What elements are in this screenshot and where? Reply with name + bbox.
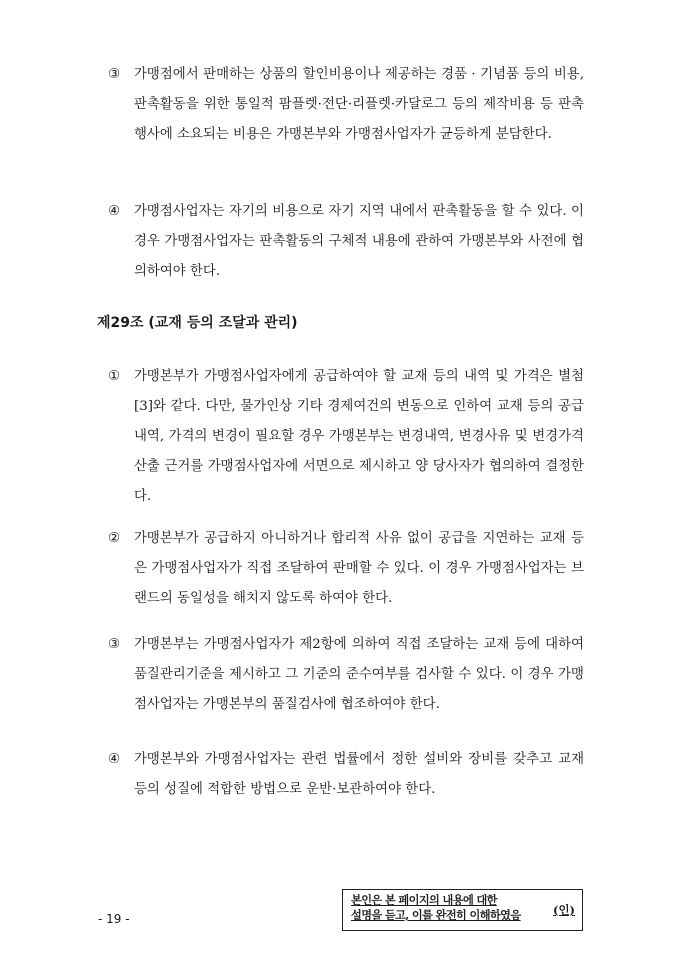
clause-29-4 (108, 745, 584, 805)
clause-number: ③ (108, 637, 121, 652)
clause-28-3 (108, 60, 584, 150)
clause-number: ④ (108, 204, 121, 219)
clause-text: 가맹본부가 공급하지 아니하거나 합리적 사유 없이 공급을 지연하는 교재 등은 가맹점사업자가 직접 조달하여 판매할 수 있다. 이 경우 가맹점사업자는 브랜드의 동일성을 해치지 않도록 하여야 한다. (134, 531, 584, 606)
clause-text: 가맹본부와 가맹점사업자는 관련 법률에서 정한 설비와 장비를 갖추고 교재 등의 성질에 적합한 방법으로 운반·보관하여야 한다. (134, 752, 584, 797)
clause-text: 가맹점사업자는 자기의 비용으로 자기 지역 내에서 판촉활동을 할 수 있다. 이 경우 가맹점사업자는 판촉활동의 구체적 내용에 관하여 가맹본부와 사전에 협의하여야 한다. (134, 204, 584, 279)
clause-text: 가맹본부가 가맹점사업자에게 공급하여야 할 교재 등의 내역 및 가격은 별첨[3]와 같다. 다만, 물가인상 기타 경제여건의 변동으로 인하여 교재 등의 공급내역, 가격의 변경이 필요할 경우 가맹본부는 변경내역, 변경사유 및 변경가격 산출 근거를 가맹점사업자에 서면으로 제시하고 양 당사자가 협의하여 결정한다. (134, 369, 584, 504)
confirmation-line-2: 설명을 듣고, 이를 완전히 이해하였음 (351, 908, 521, 922)
clause-29-1 (108, 362, 584, 512)
clause-number: ③ (108, 67, 121, 82)
clause-29-2 (108, 524, 584, 614)
article-29-heading: 제29조 (교재 등의 조달과 관리) (97, 315, 298, 331)
seal-label: (인) (553, 903, 575, 917)
clause-28-4 (108, 197, 584, 287)
clause-29-3 (108, 630, 584, 720)
confirmation-box (342, 889, 583, 931)
clause-text: 가맹점에서 판매하는 상품의 할인비용이나 제공하는 경품 · 기념품 등의 비용, 판촉활동을 위한 통일적 팜플렛·전단·리플렛·카달로그 등의 제작비용 등 판촉행사에 소요되는 비용은 가맹본부와 가맹점사업자가 균등하게 분담한다. (134, 67, 584, 142)
confirmation-text (343, 890, 546, 930)
confirmation-line-1: 본인은 본 페이지의 내용에 대한 (351, 893, 497, 907)
seal-field[interactable] (546, 890, 582, 930)
clause-number: ② (108, 531, 121, 546)
clause-text: 가맹본부는 가맹점사업자가 제2항에 의하여 직접 조달하는 교재 등에 대하여 품질관리기준을 제시하고 그 기준의 준수여부를 검사할 수 있다. 이 경우 가맹점사업자는 가맹본부의 품질검사에 협조하여야 한다. (134, 637, 584, 712)
clause-number: ④ (108, 752, 121, 767)
page-number: - 19 - (98, 912, 130, 926)
clause-number: ① (108, 369, 121, 384)
